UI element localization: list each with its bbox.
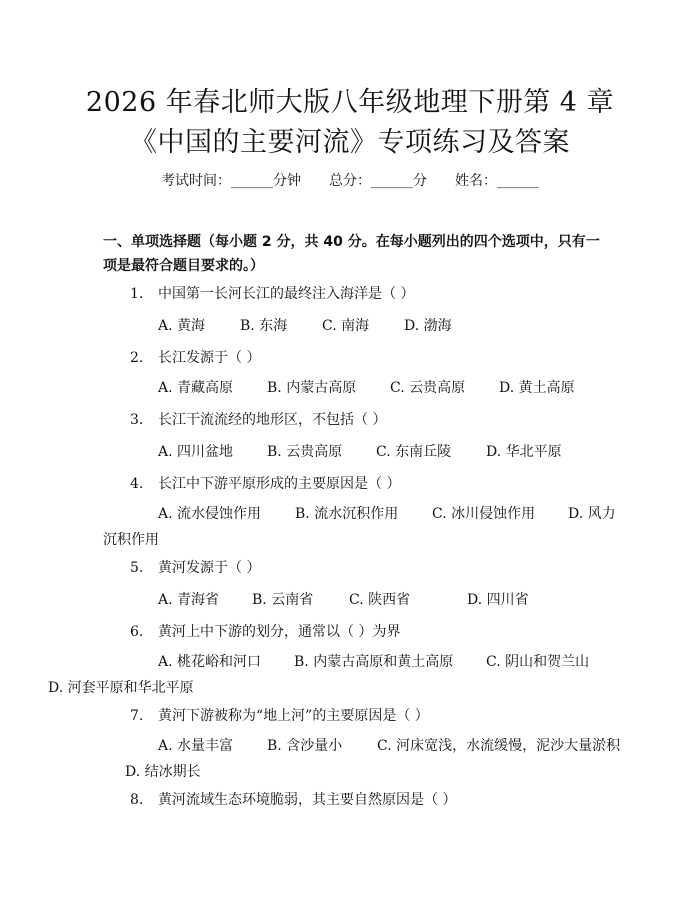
option-d: D. 黄土高原: [499, 380, 575, 396]
question-number: 4.: [130, 476, 144, 492]
title-line-1: 2026 年春北师大版八年级地理下册第 4 章: [85, 87, 615, 118]
options-2: [158, 377, 575, 397]
option-c: C. 冰川侵蚀作用: [432, 506, 536, 522]
question-number: 6.: [130, 624, 144, 640]
option-b: B. 东海: [240, 318, 288, 334]
option-d: D. 四川省: [467, 592, 529, 608]
question-stem: 中国第一长河长江的最终注入海洋是（ ）: [158, 286, 415, 302]
option-a: A. 桃花峪和河口: [158, 654, 262, 670]
options-7: [103, 733, 623, 785]
question-6: [130, 621, 400, 641]
options-6: [48, 649, 623, 701]
question-stem: 长江发源于（ ）: [158, 350, 261, 366]
exam-time: 考试时间：______分钟: [161, 173, 301, 189]
option-b: B. 含沙量小: [267, 738, 343, 754]
question-stem: 长江干流流经的地形区，不包括（ ）: [158, 412, 387, 428]
question-stem: 黄河下游被称为“地上河”的主要原因是（ ）: [158, 708, 429, 724]
option-c: C. 南海: [322, 318, 370, 334]
question-number: 7.: [130, 708, 144, 724]
option-b: B. 内蒙古高原和黄土高原: [294, 654, 454, 670]
option-b: B. 云贵高原: [267, 444, 343, 460]
option-c: C. 云贵高原: [390, 380, 466, 396]
option-b: B. 流水沉积作用: [295, 506, 399, 522]
question-8: [130, 789, 456, 809]
option-a: A. 四川盆地: [158, 444, 234, 460]
exam-score: 总分：______分: [329, 173, 427, 189]
section-heading: 一、单项选择题（每小题 2 分，共 40 分。在每小题列出的四个选项中，只有一项是最符合题目要求的。）: [103, 234, 600, 274]
options-5: [158, 589, 529, 609]
question-number: 5.: [130, 560, 144, 576]
question-number: 1.: [130, 286, 144, 302]
question-3: [130, 409, 386, 429]
student-name: 姓名：______: [455, 173, 539, 189]
question-7: [130, 705, 429, 725]
option-a: A. 水量丰富: [158, 738, 234, 754]
option-b: B. 内蒙古高原: [267, 380, 357, 396]
question-stem: 黄河流域生态环境脆弱，其主要自然原因是（ ）: [158, 792, 457, 808]
question-1: [130, 283, 414, 303]
option-c: C. 东南丘陵: [376, 444, 452, 460]
option-c: C. 陕西省: [349, 592, 411, 608]
question-4: [130, 473, 400, 493]
option-c: C. 河床宽浅，水流缓慢，泥沙大量淤积: [377, 738, 621, 754]
option-d: D. 结冰期长: [125, 764, 201, 780]
options-4: [103, 501, 623, 553]
option-a: A. 流水侵蚀作用: [158, 506, 262, 522]
option-a: A. 青藏高原: [158, 380, 234, 396]
option-d: D. 风力沉积作用: [103, 506, 616, 548]
question-stem: 黄河发源于（ ）: [158, 560, 261, 576]
question-stem: 长江中下游平原形成的主要原因是（ ）: [158, 476, 401, 492]
option-c: C. 阴山和贺兰山: [486, 654, 590, 670]
option-a: A. 青海省: [158, 592, 220, 608]
options-1: [158, 315, 452, 335]
question-number: 8.: [130, 792, 144, 808]
question-number: 3.: [130, 412, 144, 428]
question-2: [130, 347, 260, 367]
option-d: D. 华北平原: [486, 444, 562, 460]
question-stem: 黄河上中下游的划分，通常以（ ）为界: [158, 624, 401, 640]
option-b: B. 云南省: [252, 592, 314, 608]
option-d: D. 渤海: [404, 318, 452, 334]
exam-meta: [0, 170, 700, 190]
question-number: 2.: [130, 350, 144, 366]
option-a: A. 黄海: [158, 318, 206, 334]
options-3: [158, 441, 562, 461]
option-d: D. 河套平原和华北平原: [48, 680, 194, 696]
question-5: [130, 557, 260, 577]
title-line-2: 《中国的主要河流》专项练习及答案: [130, 127, 570, 158]
